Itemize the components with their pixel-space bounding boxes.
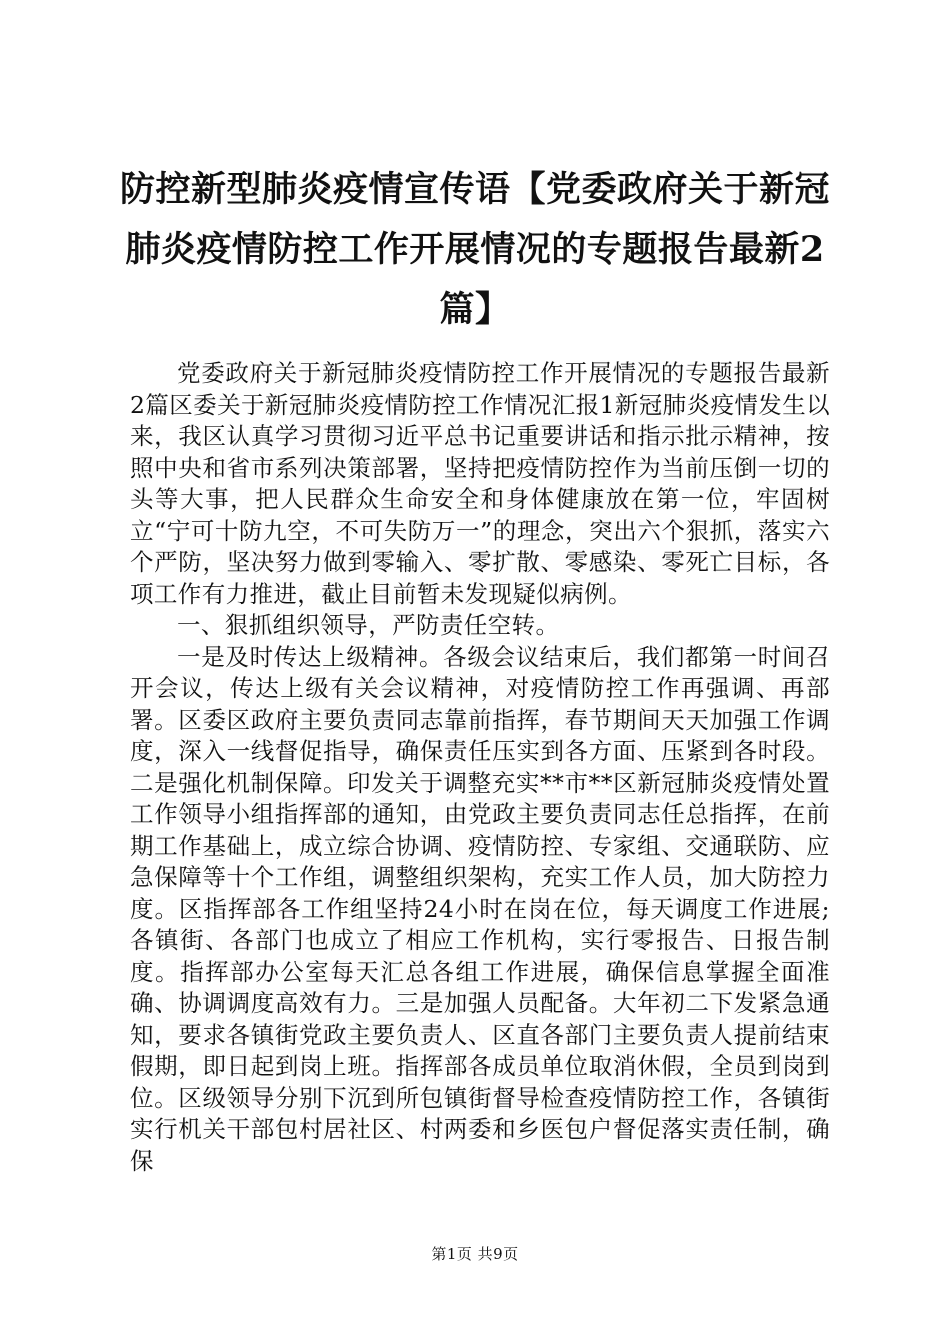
document-body (130, 358, 830, 1177)
document-title: 防控新型肺炎疫情宣传语【党委政府关于新冠肺炎疫情防控工作开展情况的专题报告最新2篇】 (119, 169, 830, 330)
paragraph-details: 一是及时传达上级精神。各级会议结束后，我们都第一时间召开会议，传达上级有关会议精神，对疫情防控工作再强调、再部署。区委区政府主要负责同志靠前指挥，春节期间天天加强工作调度，深入一线督促指导，确保责任压实到各方面、压紧到各时段。二是强化机制保障。印发关于调整充实**市**区新冠肺炎疫情处置工作领导小组指挥部的通知，由党政主要负责同志任总指挥，在前期工作基础上，成立综合协调、疫情防控、专家组、交通联防、应急保障等十个工作组，调整组织架构，充实工作人员，加大防控力度。区指挥部各工作组坚持24小时在岗在位，每天调度工作进展;各镇街、各部门也成立了相应工作机构，实行零报告、日报告制度。指挥部办公室每天汇总各组工作进展，确保信息掌握全面准确、协调调度高效有力。三是加强人员配备。大年初二下发紧急通知，要求各镇街党政主要负责人、区直各部门主要负责人提前结束假期，即日起到岗上班。指挥部各成员单位取消休假，全员到岗到位。区级领导分别下沉到所包镇街督导检查疫情防控工作，各镇街实行机关干部包村居社区、村两委和乡医包户督促落实责任制，确保 (130, 642, 830, 1175)
page-number: 第1页 共9页 (431, 1245, 519, 1263)
section-heading: 一、狠抓组织领导，严防责任空转。 (177, 611, 560, 639)
paragraph-intro: 党委政府关于新冠肺炎疫情防控工作开展情况的专题报告最新2篇区委关于新冠肺炎疫情防控工作情况汇报1新冠肺炎疫情发生以来，我区认真学习贯彻习近平总书记重要讲话和指示批示精神，按照中央和省市系列决策部署，坚持把疫情防控作为当前压倒一切的头等大事，把人民群众生命安全和身体健康放在第一位，牢固树立“宁可十防九空，不可失防万一”的理念，突出六个狠抓，落实六个严防，坚决努力做到零输入、零扩散、零感染、零死亡目标，各项工作有力推进，截止目前暂未发现疑似病例。 (130, 359, 830, 608)
